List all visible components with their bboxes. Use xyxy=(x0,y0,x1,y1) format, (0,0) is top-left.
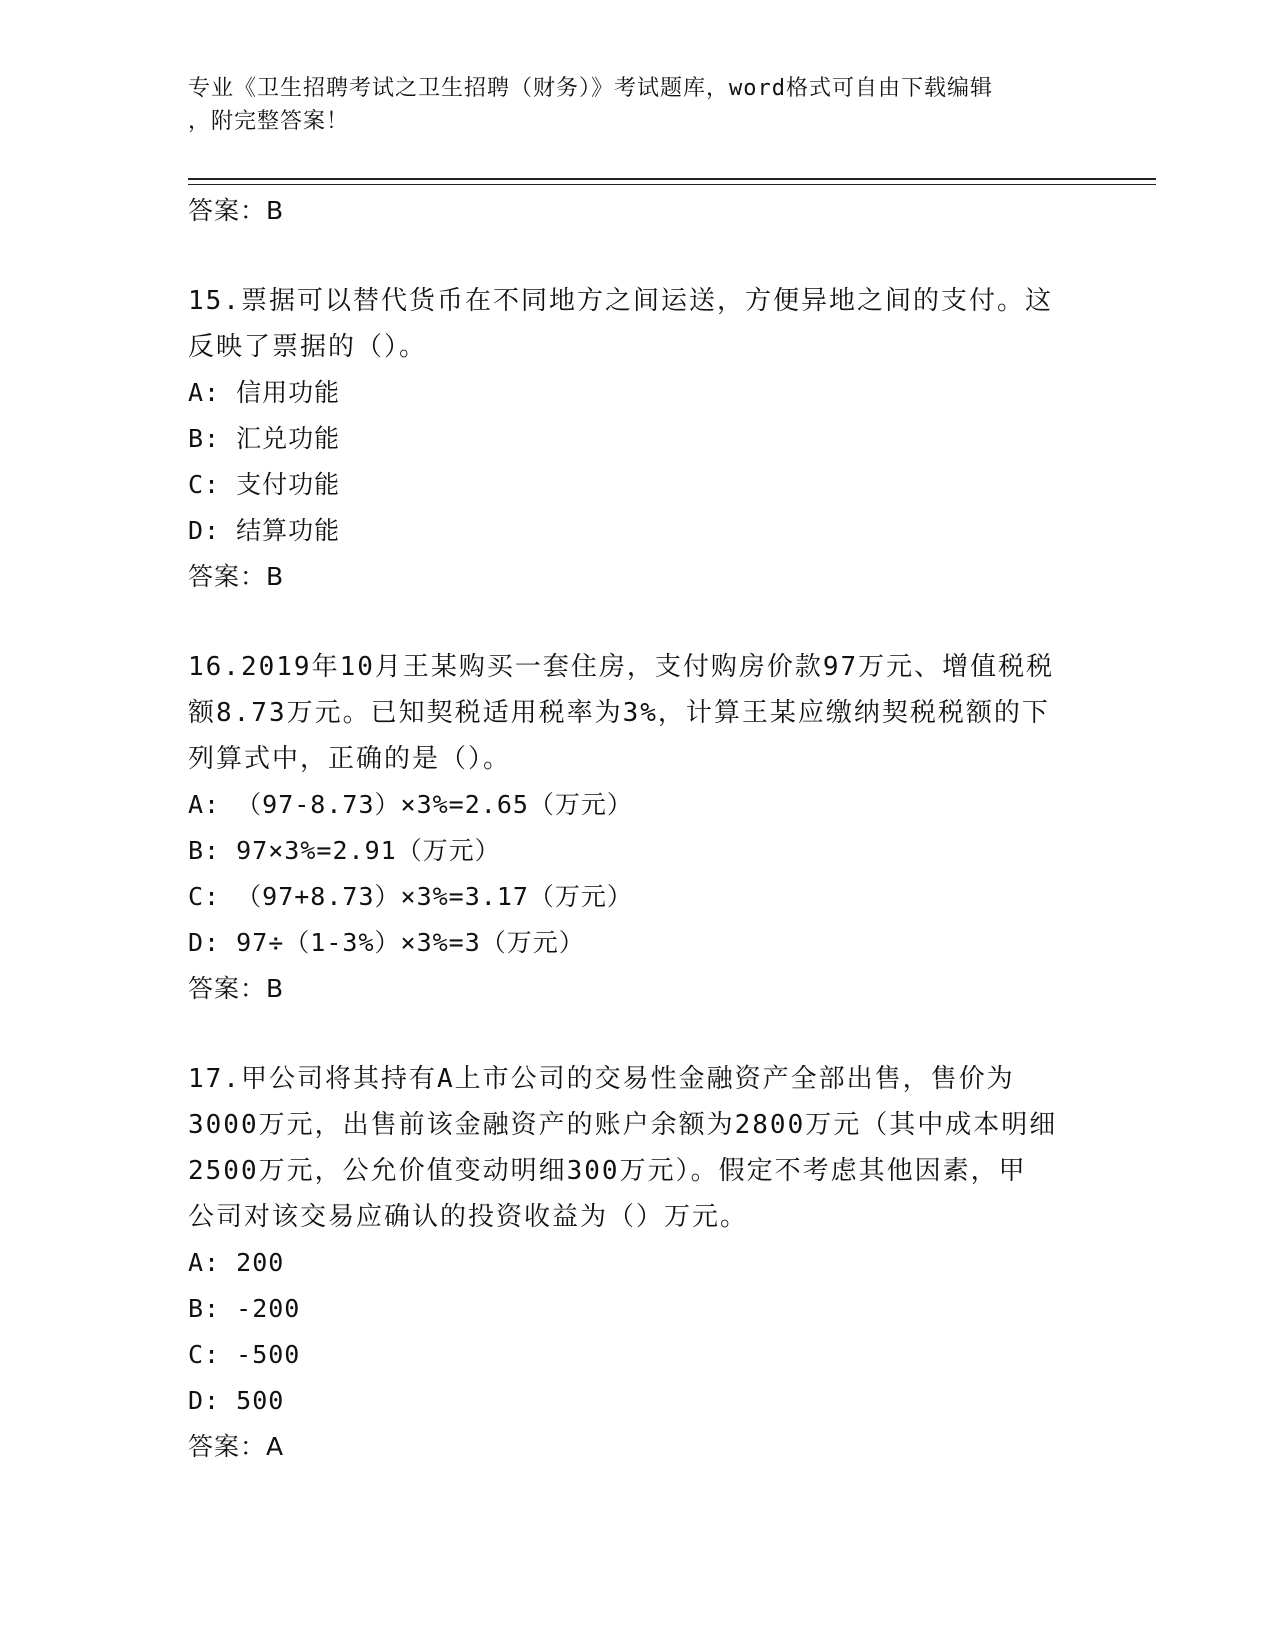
question-stem-line: 额8.73万元。已知契税适用税率为3%，计算王某应缴纳契税税额的下 xyxy=(188,698,1050,728)
option-c: C: -500 xyxy=(188,1340,301,1369)
question-stem-line: 16.2019年10月王某购买一套住房，支付购房价款97万元、增值税税 xyxy=(188,652,1055,682)
question-stem-line: 列算式中，正确的是（）。 xyxy=(188,744,512,774)
option-a: A: （97-8.73）×3%=2.65（万元） xyxy=(188,790,633,819)
question-stem-line: 3000万元，出售前该金融资产的账户余额为2800万元（其中成本明细 xyxy=(188,1110,1058,1140)
answer: 答案：B xyxy=(188,974,285,1003)
header-line-1: 专业《卫生招聘考试之卫生招聘（财务）》考试题库，word格式可自由下载编辑 xyxy=(188,76,993,101)
question-stem xyxy=(188,278,1088,370)
option-a: A: 200 xyxy=(188,1248,285,1277)
option-d: D: 97÷（1-3%）×3%=3（万元） xyxy=(188,928,585,957)
option-a: A: 信用功能 xyxy=(188,378,341,407)
question-stem-line: 2500万元，公允价值变动明细300万元）。假定不考虑其他因素，甲 xyxy=(188,1156,1027,1186)
option-b: B: 汇兑功能 xyxy=(188,424,341,453)
header-divider-thick xyxy=(188,178,1156,180)
document-header xyxy=(188,72,1088,138)
question-stem-line: 17.甲公司将其持有A上市公司的交易性金融资产全部出售，售价为 xyxy=(188,1064,1015,1094)
header-line-2: ，附完整答案！ xyxy=(188,109,350,134)
answer: 答案：A xyxy=(188,1432,285,1461)
option-c: C: （97+8.73）×3%=3.17（万元） xyxy=(188,882,633,911)
question-stem xyxy=(188,1056,1088,1240)
question-stem xyxy=(188,644,1088,782)
option-b: B: -200 xyxy=(188,1294,301,1323)
option-b: B: 97×3%=2.91（万元） xyxy=(188,836,501,865)
option-d: D: 结算功能 xyxy=(188,516,341,545)
question-16 xyxy=(188,644,1088,1012)
question-list xyxy=(188,188,1088,1470)
question-stem-line: 反映了票据的（）。 xyxy=(188,332,428,362)
question-stem-line: 15.票据可以替代货币在不同地方之间运送，方便异地之间的支付。这 xyxy=(188,286,1053,316)
option-d: D: 500 xyxy=(188,1386,285,1415)
question-17 xyxy=(188,1056,1088,1470)
option-c: C: 支付功能 xyxy=(188,470,341,499)
previous-answer: 答案：B xyxy=(188,196,285,225)
question-15 xyxy=(188,278,1088,600)
header-divider-thin xyxy=(188,184,1156,185)
question-stem-line: 公司对该交易应确认的投资收益为（）万元。 xyxy=(188,1202,749,1232)
answer: 答案：B xyxy=(188,562,285,591)
